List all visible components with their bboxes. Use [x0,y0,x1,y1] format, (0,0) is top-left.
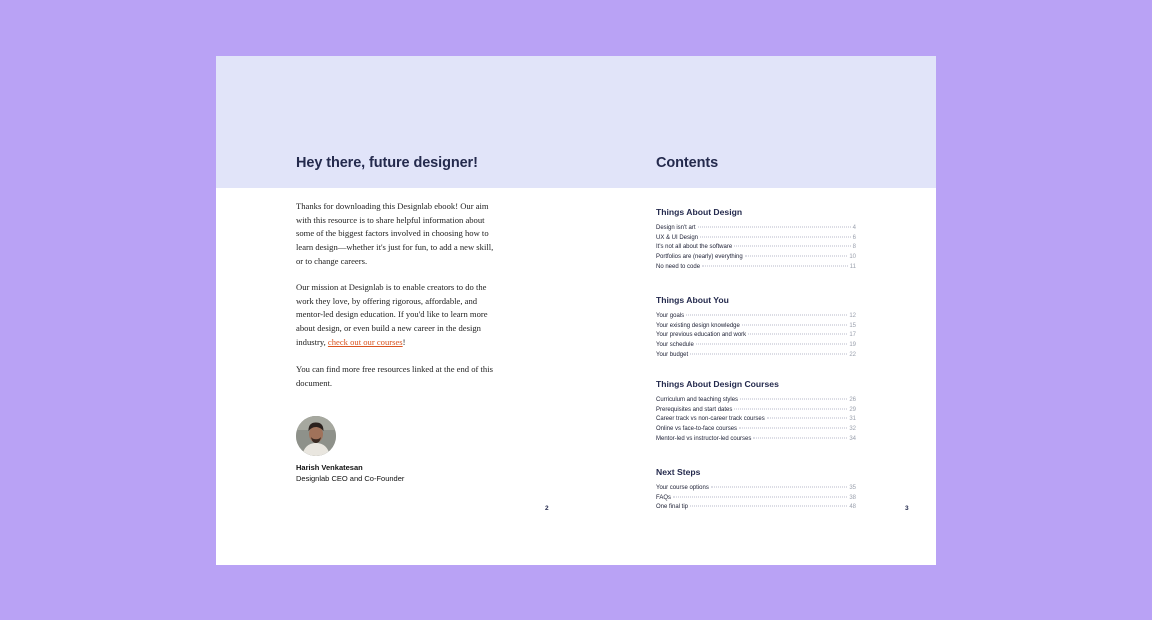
toc-item-label: Your course options [656,485,709,491]
dot-leader [686,315,847,316]
toc-item-page: 29 [849,406,856,413]
toc-section-title: Things About You [656,295,729,305]
mission-text: Our mission at Designlab is to enable creators to do the work they love, by offering rigorous, affordable, and mentor-led design education. If you'd like to learn more about design, or even build a new career in the design industry, [296,282,488,347]
dot-leader [700,236,851,237]
toc-item[interactable] [656,397,856,407]
dot-leader [690,506,847,507]
toc-section-title: Things About Design [656,207,743,217]
toc-item-label: Portfolios are (nearly) everything [656,254,743,261]
author-photo [296,416,336,456]
toc-item[interactable] [656,264,856,274]
ebook-spread [216,56,936,565]
dot-leader [711,487,847,488]
toc-item-page: 48 [849,504,856,511]
dot-leader [696,344,848,345]
toc-item-label: Your existing design knowledge [656,322,740,329]
toc-item-page: 35 [849,485,856,491]
intro-paragraph: Thanks for downloading this Designlab ebook! Our aim with this resource is to share helpful information about some of the biggest factors involved in choosing how to learn design—whether it's just for fun, to add a new skill, or to change careers. [296,201,494,266]
toc-item-label: Design isn't art [656,225,696,231]
toc-section-title: Things About Design Courses [656,379,779,389]
toc-item[interactable] [656,332,856,342]
toc-list-courses [656,397,856,445]
toc-item-label: Your previous education and work [656,332,747,339]
dot-leader [753,437,847,438]
resources-paragraph: You can find more free resources linked at the end of this document. [296,364,493,388]
toc-item-page: 6 [852,234,856,241]
toc-item-page: 12 [849,313,856,319]
mission-text-end: ! [402,336,406,347]
dot-leader [673,496,847,497]
dot-leader [742,324,847,325]
page-number-left: 2 [545,505,549,512]
toc-list-you [656,313,856,361]
toc-item-label: Your budget [656,351,689,358]
toc-item-label: It's not all about the software [656,244,733,251]
toc-item-page: 4 [852,225,856,231]
toc-section-title: Next Steps [656,467,701,477]
toc-item[interactable] [656,323,856,333]
dot-leader [690,353,847,354]
toc-item-page: 34 [849,435,856,442]
toc-item-page: 8 [852,244,856,251]
mission-paragraph [296,281,501,350]
dot-leader [740,399,847,400]
toc-item-page: 15 [849,322,856,329]
courses-link[interactable]: check out our courses [327,336,403,347]
toc-item-label: One final tip [656,504,689,511]
toc-item-label: Your goals [656,313,685,319]
toc-item-label: No need to code [656,263,701,270]
author-name: Harish Venkatesan [296,463,363,472]
contents-heading: Contents [656,155,719,171]
toc-item-label: Mentor-led vs instructor-led courses [656,435,752,442]
toc-item[interactable] [656,485,856,495]
dot-leader [734,246,850,247]
toc-item[interactable] [656,426,856,436]
toc-item-page: 19 [849,342,856,349]
toc-item-label: Career track vs non-career track courses [656,416,765,423]
page-number-right: 3 [905,505,909,512]
toc-item-label: Prerequisites and start dates [656,406,733,413]
toc-item-label: UX & UI Design [656,234,699,241]
toc-item[interactable] [656,416,856,426]
toc-item[interactable] [656,407,856,417]
toc-item-label: Online vs face-to-face courses [656,426,738,433]
toc-item-page: 11 [849,263,856,270]
toc-list-next-steps [656,485,856,514]
toc-item-label: Curriculum and teaching styles [656,397,739,403]
dot-leader [767,418,848,419]
toc-item-page: 22 [849,351,856,358]
toc-item-page: 31 [849,416,856,423]
dot-leader [739,428,847,429]
dot-leader [748,334,847,335]
toc-item[interactable] [656,244,856,254]
author-title: Designlab CEO and Co-Founder [296,474,405,483]
toc-item-page: 32 [849,426,856,433]
left-page-heading: Hey there, future designer! [296,155,478,171]
toc-item-page: 38 [849,494,856,501]
dot-leader [702,265,848,266]
toc-item[interactable] [656,504,856,514]
author-avatar [296,416,336,456]
toc-item[interactable] [656,254,856,264]
toc-item-label: Your schedule [656,342,694,349]
dot-leader [745,256,848,257]
toc-item[interactable] [656,342,856,352]
toc-item-label: FAQs [656,494,672,501]
toc-item-page: 10 [849,254,856,261]
dot-leader [734,408,847,409]
toc-item[interactable] [656,225,856,235]
toc-item-page: 26 [849,397,856,403]
toc-item[interactable] [656,352,856,362]
toc-item[interactable] [656,436,856,446]
toc-item[interactable] [656,313,856,323]
toc-item-page: 17 [849,332,856,339]
toc-list-design [656,225,856,273]
toc-item[interactable] [656,495,856,505]
dot-leader [698,227,851,228]
toc-item[interactable] [656,235,856,245]
